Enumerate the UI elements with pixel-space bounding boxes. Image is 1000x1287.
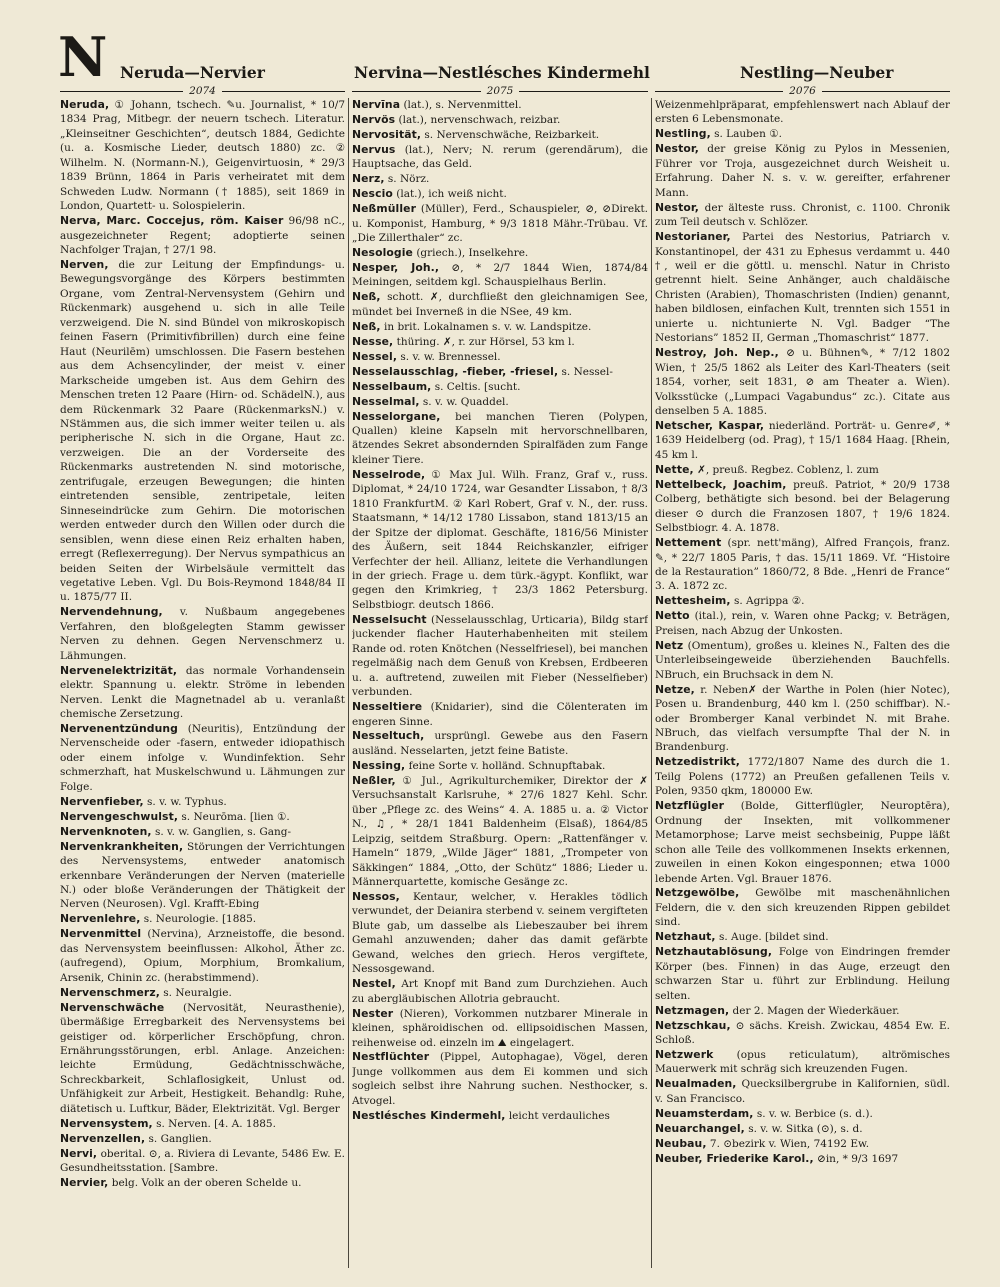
entry-headword: Nervenelektrizität, [60,663,178,677]
entry-headword: Nestling, [655,127,711,141]
entry-headword: Netzschkau, [655,1018,731,1032]
dictionary-entry [352,380,648,394]
entry-headword: Netzedistrikt, [655,755,741,769]
page-number-right: 2076 [789,85,816,97]
entry-text: die zur Leitung der Empfindungs- u. Bewegungsvorgänge des Körpers bestimmten Organe, vom Zentral-Nervensystem (Gehirn und Rückenmark) ausgehend u. sich in alle Teile verzweigend. Die N. sind Bündel von mikroskopisch feinen Fasern (Primitivfibrillen) durch eine feine Haut (Neurilēm) umschlossen. Die Fasern bestehen aus dem Achsencylinder, der meist v. einer Markscheide umgeben ist. Aus dem Gehirn des Menschen treten 12 Paare (Hirn- od. SchädelN.), aus dem Rückenmark 32 Paare (RückenmarksN.) v. NStämmen aus, die sich immer weiter teilen u. als peripherische N. sich in die Organe, Haut zc. verzweigen. Die an der Vorderseite des Rückenmarks austretenden N. sind motorische, zentrifugale, erzeugen Bewegungen; die hinten eintretenden sensible, zentripetale, leiten Sinneseindrücke zum Gehirn. Die motorischen werden entweder durch den Willen oder durch die sensiblen, wenn diese einen Reiz erhalten haben, erregt (Reflexerregung). Der Nervus sympathicus an beiden Seiten der Wirbelsäule vermittelt das vegetative Leben. Vgl. Du Bois-Reymond 1848/84 II u. 1875/77 II. [60,258,345,604]
entry-text: (Nervosität, Neurasthenie), übermäßige Erregbarkeit des Nervensystems bei geistiger od. körperlicher Erschöpfung, chron. Ernährungsstörungen, erbl. Anlage. Anzeichen: leichte Ermüdung, Gedächtnisschwäche, Schreckbarkeit, Schlaflosigkeit, Unlust od. Unfähigkeit zur Arbeit, Hestigkeit. Behandlg: Ruhe, diätetisch u. Luftkur, Bäder, Elektrizität. Vgl. Berger [60,1001,345,1115]
entry-headword: Nervengeschwulst, [60,809,179,823]
entry-text: der greise König zu Pylos in Messenien, Führer vor Troja, ausgezeichnet durch Weisheit u. Erfahrung. Daher N. s. v. w. gereifter, erfahrener Mann. [655,143,950,199]
entry-headword: Nervenlehre, [60,912,141,926]
entry-headword: Nerz, [352,172,385,186]
entry-headword: Neß, [352,319,381,333]
page-number-middle-row [352,84,648,98]
dictionary-entry [352,350,648,364]
column-divider [651,98,652,1268]
entry-text: (lat.), ich weiß nicht. [396,188,507,201]
entry-headword: Nervenmittel [60,927,142,941]
dictionary-entry [352,143,648,172]
entry-text: Kentaur, welcher, v. Herakles tödlich verwundet, der Deianira sterbend v. seinem vergifteten Blute gab, um dasselbe als Liebeszauber bei ihrem Gemahl anzuwenden; daher das damit gefärbte Gewand, welches den griech. Heros vergiftete, Nessosgewand. [352,890,648,976]
entry-text: s. Ganglien. [148,1132,212,1145]
entry-text: Folge von Eindringen fremder Körper (bes. Finnen) in das Auge, erzeugt den schwarzen Star u. führt zur Erblindung. Heilung selten. [655,946,950,1002]
entry-text: ⊘ u. Bühnen✎, * 7/12 1802 Wien, † 25/5 1862 als Leiter des Karl-Theaters (seit 1854, vorher, seit 1831, ⊘ am Theater a. Wien). Volksstücke („Lumpaci Vagabundus“ zc.). Citate aus denselben 5 A. 1885. [655,347,950,418]
entry-headword: Nesselorgane, [352,409,441,423]
entry-text: s. v. w. Sitka (⊙), s. d. [748,1122,863,1135]
dictionary-entry [655,930,950,944]
entry-text: s. v. w. Brennessel. [400,350,501,363]
dictionary-entry [655,127,950,141]
running-head-right: Nestling—Neuber [740,63,894,82]
dictionary-entry [655,1048,950,1077]
entry-headword: Nerva, Marc. Coccejus, röm. Kaiser [60,214,284,228]
rule [60,91,183,92]
dictionary-entry [655,886,950,929]
entry-text: (Nervina), Arzneistoffe, die besond. das Nervensystem beeinflussen: Alkohol, Äther zc. (aufregend), Opium, Morphium, Bromkalium, Arsenik, Chinin zc. (herabstimmend). [60,928,345,984]
entry-text: (Pippel, Autophagae), Vögel, deren Junge vollkommen aus dem Ei kommen und sich sogleich selbst ihre Nahrung suchen. Nesthocker, s. Atvogel. [352,1051,648,1107]
entry-headword: Nervenknoten, [60,824,152,838]
dictionary-entry [655,478,950,536]
entry-text: Quecksilbergrube in Kalifornien, südl. v. San Francisco. [655,1078,950,1105]
dictionary-entry [655,1019,950,1048]
entry-headword: Nettesheim, [655,594,731,608]
entry-text: ⊙ sächs. Kreish. Zwickau, 4854 Ew. E. Schloß. [655,1019,950,1046]
dictionary-entry [655,609,950,638]
page-number-middle: 2075 [486,85,514,97]
dictionary-entry [655,1152,950,1166]
entry-text: preuß. Patriot, * 20/9 1738 Colberg, bethätigte sich besond. bei der Belagerung dieser ⊙ durch die Franzosen 1807, † 19/6 1824. Selbstbiogr. 4. A. 1878. [655,478,950,535]
entry-text: (griech.), Inselkehre. [416,247,529,260]
entry-headword: Nessos, [352,889,400,903]
entry-headword: Neuarchangel, [655,1121,745,1135]
dictionary-entry [655,142,950,200]
dictionary-entry [60,98,345,214]
entry-text: ① Jul., Agrikulturchemiker, Direktor der ✗ Versuchsanstalt Karlsruhe, * 27/6 1827 Kehl. Schr. über „Pflege zc. des Weins“ 4. A. 1885 u. a. ② Victor N., ♫, * 28/1 1841 Baldenheim (Elsaß), 1864/85 Leipzig, seitdem Straßburg. Opern: „Rattenfänger v. Hameln“ 1879, „Wilde Jäger“ 1881, „Trompeter von Säkkingen“ 1884, „Otto, der Schütz“ 1886; Lieder u. Männerquartette, komische Gesänge zc. [352,774,648,889]
entry-headword: Nesologie [352,246,413,260]
dictionary-entry [352,468,648,613]
entry-headword: Nestor, [655,200,699,214]
dictionary-entry [655,419,950,462]
entry-text: s. Nörz. [387,173,430,186]
dictionary-entry [655,346,950,418]
dictionary-entry [655,755,950,798]
entry-text: Art Knopf mit Band zum Durchziehen. Auch zu abergläubischen Allotria gebraucht. [352,978,648,1005]
entry-text: 1772/1807 Name des durch die 1. Teilg Polens (1772) an Preußen gefallenen Teils v. Polen, 9350 qkm, 180000 Ew. [655,756,950,798]
dictionary-entry [60,912,345,926]
entry-headword: Nervīna [352,98,401,111]
entry-text: belg. Volk an der oberen Schelde u. [111,1177,302,1190]
rule [222,91,345,92]
dictionary-entry [60,1001,345,1117]
entry-headword: Netscher, Kaspar, [655,418,765,432]
entry-headword: Nervenschmerz, [60,985,160,999]
entry-text: s. Auge. [bildet sind. [718,931,829,944]
entry-text: ⊘in, * 9/3 1697 [817,1152,899,1165]
column-middle [352,98,648,1268]
entry-headword: Nervenschwäche [60,1000,165,1014]
entry-text: 7. ⊙bezirk v. Wien, 74192 Ew. [709,1137,870,1150]
entry-text: (Nieren), Vorkommen nutzbarer Minerale in kleinen, sphäroidischen od. ellipsoidischen Massen, reihenweise od. einzeln im ⛰ eingelagert. [352,1007,648,1049]
entry-text: v. Nußbaum angegebenes Verfahren, den bloßgelegten Stamm gewisser Nerven zu dehnen. Gegen Nervenschmerz u. Lähmungen. [60,606,345,662]
entry-headword: Nervus [352,142,396,156]
entry-headword: Nervensystem, [60,1116,153,1130]
page-number-left-row [60,84,345,98]
entry-text: (Bolde, Gitterflügler, Neuroptēra), Ordnung der Insekten, mit vollkommener Metamorphose; Larve meist sechsbeinig, Puppe läßt schon alle Teile des vollkommenen Insekts erkennen, zuweilen in einen Kokon eingesponnen; etwa 1000 lebende Arten. Vgl. Brauer 1876. [655,800,950,885]
dictionary-entry [655,683,950,755]
dictionary-entry [352,395,648,409]
entry-text: (Müller), Ferd., Schauspieler, ⊘, ⊘Direkt. u. Komponist, Hamburg, * 9/3 1818 Mähr.-Trübau. Vf. „Die Zillerthaler“ zc. [352,203,648,245]
entry-text: ① Johann, tschech. ✎u. Journalist, * 10/7 1834 Prag, Mitbegr. der neuern tschech. Literatur. „Kleinseitner Geschichten“, deutsch 1884, Gedichte (u. a. Kosmische Lieder, deutsch 1880) zc. ② Wilhelm. N. (Normann-N.), Geigenvirtuosin, * 29/3 1839 Brünn, 1864 in Paris verheiratet mit dem Schweden Ludw. Normann († 1885), seit 1869 in London, Quartett- u. Solospielerin. [60,99,345,213]
dictionary-entry [352,261,648,290]
dictionary-entry [352,98,648,112]
entry-text: (lat.), s. Nervenmittel. [403,99,522,111]
dictionary-entry [352,320,648,334]
dictionary-entry [60,258,345,605]
entry-headword: Nette, [655,462,694,476]
dictionary-entry [352,729,648,758]
entry-text: schott. ✗, durchfließt den gleichnamigen See, mündet bei Inverneß in die NSee, 49 km. [352,291,648,318]
dictionary-entry [60,795,345,809]
rule [822,91,950,92]
entry-text: s. Nerven. [4. A. 1885. [156,1117,276,1130]
running-head-left: Neruda—Nervier [120,63,265,82]
entry-text: Störungen der Verrichtungen des Nervensystems, entweder anatomisch erkennbare Veränderungen der Nerven (materielle N.) oder bloße Veränderungen der Thätigkeit der Nerven (Neurosen). Vgl. Krafft-Ebing [60,840,345,911]
dictionary-entry [352,1109,648,1123]
dictionary-entry [60,214,345,257]
dictionary-entry [352,1050,648,1108]
entry-text: s. Agrippa ②. [733,595,805,608]
entry-headword: Neubau, [655,1136,707,1150]
entry-headword: Nesse, [352,334,394,348]
column-left [60,98,345,1268]
entry-text: (Knidarier), sind die Cölenteraten im engeren Sinne. [352,701,648,728]
entry-text: der älteste russ. Chronist, c. 1100. Chronik zum Teil deutsch v. Schlözer. [655,201,950,229]
entry-headword: Nervös [352,112,396,126]
entry-text: s. Nessel- [561,365,613,378]
dictionary-entry [352,172,648,186]
rule [352,91,481,92]
entry-text: 96/98 nC., ausgezeichneter Regent; adoptierte seinen Nachfolger Trajan, † 27/1 98. [60,215,345,257]
entry-headword: Nervier, [60,1176,109,1190]
entry-text: Partei des Nestorius, Patriarch v. Konstantinopel, der 431 zu Ephesus verdammt u. 440 †, weil er die göttl. u. menschl. Natur in Christo getrennt hielt. Seine Anhänger, auch chaldäische Christen (Arabien), Thomaschristen (Indien) genannt, haben bildlosen, einfachen Kult, trennten sich 1551 in unierte u. nichtunierte N. Vgl. Badger “The Nestorians” 1852 II, German „Thomaschrist“ 1877. [655,231,950,345]
section-letter: N [58,25,108,89]
entry-text: s. Neurologie. [1885. [143,913,257,926]
entry-text: s. Lauben ①. [714,128,782,141]
dictionary-entry [655,1137,950,1151]
entry-text: s. v. w. Ganglien, s. Gang- [154,825,292,838]
entry-headword: Nettelbeck, Joachim, [655,477,787,491]
dictionary-entry [655,98,950,127]
entry-text: (ital.), rein, v. Waren ohne Packg; v. Beträgen, Preisen, nach Abzug der Unkosten. [655,610,950,637]
entry-text: Weizenmehlpräparat, empfehlenswert nach Ablauf der ersten 6 Lebensmonate. [655,99,950,126]
column-divider [348,98,349,1268]
entry-headword: Netze, [655,682,695,696]
dictionary-entry [352,1007,648,1050]
entry-text: das normale Vorhandensein elektr. Spannung u. elektr. Ströme in lebenden Nerven. Lenkt die Magnetnadel ab u. veranlaßt chemische Zersetzung. [60,664,345,721]
column-right [655,98,950,1268]
dictionary-entry [655,1122,950,1136]
dictionary-entry [352,290,648,319]
entry-headword: Nescio [352,187,393,201]
entry-text: (Neuritis), Entzündung der Nervenscheide oder -fasern, entweder idiopathisch oder einem infolge v. Wundinfektion. Sehr schmerzhaft, hat Muskelschwund u. Lähmungen zur Folge. [60,722,345,793]
entry-headword: Nervenentzündung [60,721,178,735]
entry-headword: Netzgewölbe, [655,886,740,900]
entry-headword: Nervenfieber, [60,794,144,808]
entry-headword: Nesselsucht [352,612,427,626]
dictionary-entry [352,335,648,349]
dictionary-entry [655,945,950,1003]
entry-text: r. Neben✗ der Warthe in Polen (hier Notec), Posen u. Brandenburg, 440 km l. (250 schiffbar). N.- oder Bromberger Kanal verbindet N. mit Brahe. NBruch, das vielfach versumpfte Thal der N. in Brandenburg. [655,683,950,754]
entry-headword: Nestorianer, [655,230,731,244]
dictionary-entry [352,774,648,890]
entry-text: oberital. ⊙, a. Riviera di Levante, 5486 Ew. E. Gesundheitsstation. [Sambre. [60,1147,345,1175]
dictionary-entry [60,1176,345,1190]
dictionary-entry [60,605,345,663]
entry-text: (opus reticulatum), altrömisches Mauerwerk mit schräg sich kreuzenden Fugen. [655,1048,950,1076]
dictionary-entry [655,1077,950,1106]
entry-headword: Nester [352,1006,394,1020]
rule [519,91,648,92]
entry-headword: Neruda, [60,98,110,111]
dictionary-entry [655,639,950,682]
entry-headword: Netzhautablösung, [655,945,773,959]
entry-text: s. v. w. Berbice (s. d.). [756,1107,873,1120]
dictionary-entry [352,128,648,142]
entry-headword: Nestroy, Joh. Nep., [655,346,779,360]
entry-text: der 2. Magen der Wiederkäuer. [732,1004,900,1017]
dictionary-entry [60,810,345,824]
dictionary-entry [352,113,648,127]
entry-headword: Nestel, [352,977,396,991]
entry-text: (Nesselausschlag, Urticaria), Bildg starf juckender flacher Hauterhabenheiten mit steilem Rande od. roten Knötchen (Nesselfriesel), bei manchen regelmäßig nach dem Genuß von Krebsen, Erdbeeren u. a. auftretend, zuweilen mit Fieber (Nesselfieber) verbunden. [352,613,648,699]
entry-headword: Nessel, [352,349,398,363]
rule [655,91,783,92]
entry-text: ✗, preuß. Regbez. Coblenz, l. zum [697,463,879,476]
entry-headword: Nestlésches Kindermehl, [352,1108,506,1122]
entry-headword: Neuber, Friederike Karol., [655,1151,814,1165]
entry-text: niederländ. Porträt- u. Genre✐, * 1639 Heidelberg (od. Prag), † 15/1 1684 Haag. [Rhein, 45 km l. [655,419,950,461]
entry-text: Gewölbe mit maschenähnlichen Feldern, die v. den sich kreuzenden Rippen gebildet sind. [655,887,950,929]
entry-headword: Neualmaden, [655,1077,737,1091]
entry-headword: Netto [655,609,690,623]
entry-text: s. Celtis. [sucht. [434,380,521,393]
dictionary-entry [60,1147,345,1176]
entry-text: s. Nervenschwäche, Reizbarkeit. [424,128,600,141]
entry-headword: Netzwerk [655,1047,714,1061]
entry-text: (lat.), nervenschwach, reizbar. [398,113,561,126]
entry-headword: Nesselrode, [352,467,426,481]
entry-text: ursprüngl. Gewebe aus den Fasern ausländ. Nesselarten, jetzt feine Batiste. [352,730,648,757]
dictionary-entry [352,187,648,201]
entry-text: s. v. w. Typhus. [147,795,227,808]
dictionary-entry [352,365,648,379]
entry-text: leicht verdauliches [508,1109,610,1122]
entry-headword: Nervenzellen, [60,1131,146,1145]
dictionary-entry [352,890,648,977]
dictionary-entry [352,759,648,773]
entry-headword: Neßler, [352,773,396,787]
entry-text: in brit. Lokalnamen s. v. w. Landspitze. [383,320,592,333]
dictionary-entry [60,825,345,839]
entry-headword: Nesselbaum, [352,379,432,393]
dictionary-entry [655,230,950,346]
dictionary-entry [60,664,345,722]
dictionary-entry [60,986,345,1000]
dictionary-entry [655,1004,950,1018]
dictionary-entry [655,594,950,608]
entry-headword: Netzhaut, [655,930,716,944]
dictionary-entry [655,201,950,230]
entry-headword: Nervendehnung, [60,605,163,619]
entry-text: thüring. ✗, r. zur Hörsel, 53 km l. [396,335,575,348]
entry-headword: Netzmagen, [655,1003,730,1017]
entry-headword: Netzflügler [655,799,725,813]
dictionary-entry [352,202,648,245]
entry-headword: Nettement [655,536,722,550]
dictionary-entry [60,722,345,794]
entry-headword: Nervenkrankheiten, [60,839,184,853]
entry-headword: Netz [655,638,684,652]
dictionary-entry [655,536,950,594]
entry-headword: Neßmüller [352,202,417,216]
dictionary-entry [655,1107,950,1121]
entry-headword: Nesper, Joh., [352,260,440,274]
dictionary-entry [352,700,648,729]
entry-text: s. Neuralgie. [163,986,232,999]
page-number-right-row [655,84,950,98]
entry-text: feine Sorte v. holländ. Schnupftabak. [408,759,606,772]
entry-text: bei manchen Tieren (Polypen, Quallen) kleine Kapseln mit hervorschnellbaren, ätzendes Sekret absondernden Spiralfäden zum Fange kleiner Tiere. [352,410,648,466]
dictionary-entry [655,463,950,477]
dictionary-entry [60,840,345,912]
dictionary-entry [352,613,648,700]
dictionary-entry [655,799,950,886]
page-number-left: 2074 [189,85,216,97]
entry-text: s. Neurōma. [lien ①. [181,810,290,823]
entry-text: (spr. nett'mäng), Alfred François, franz. ✎, * 22/7 1805 Paris, † das. 15/11 1869. Vf. “Histoire de la Restauration” 1860/72, 8 Bde. „Henri de France“ 3. A. 1872 zc. [655,537,950,593]
dictionary-entry [60,1117,345,1131]
entry-text: (lat.), Nerv; N. rerum (gerendārum), die Hauptsache, das Geld. [352,143,648,171]
entry-headword: Nervi, [60,1146,98,1160]
dictionary-entry [352,246,648,260]
entry-text: ⊘, * 2/7 1844 Wien, 1874/84 Meiningen, seitdem kgl. Schauspielhaus Berlin. [352,261,648,289]
entry-headword: Nesselausschlag, -fieber, -friesel, [352,364,559,378]
dictionary-entry [60,1132,345,1146]
entry-headword: Nestor, [655,142,699,156]
entry-headword: Nerven, [60,257,109,271]
entry-headword: Nesseltiere [352,700,423,714]
entry-headword: Nesseltuch, [352,729,425,743]
entry-headword: Neß, [352,290,381,304]
dictionary-entry [60,927,345,985]
dictionary-entry [352,977,648,1006]
running-head-middle: Nervina—Nestlésches Kindermehl [354,63,650,82]
entry-headword: Nesselmal, [352,394,420,408]
entry-text: ① Max Jul. Wilh. Franz, Graf v., russ. Diplomat, * 24/10 1724, war Gesandter Lissabon, † 8/3 1810 FrankfurtM. ② Karl Robert, Graf v. N., der. russ. Staatsmann, * 14/12 1780 Lissabon, stand 1813/15 an der Spitze der diplomat. Geschäfte, 1816/56 Minister des Äußern, seit 1844 Reichskanzler, eifriger Verfechter der heil. Allianz, leitete die Verhandlungen in der griech. Frage u. dem türk.-ägypt. Konflikt, war gegen den Krimkrieg, † 23/3 1862 Petersburg. Selbstbiogr. deutsch 1866. [352,468,648,611]
entry-text: (Omentum), großes u. kleines N., Falten des die Unterleibseingeweide überziehenden Bauchfells. NBruch, ein Bruchsack in dem N. [655,639,950,681]
dictionary-entry [352,410,648,468]
entry-headword: Nestflüchter [352,1050,430,1064]
entry-headword: Nervosität, [352,127,422,141]
entry-headword: Neuamsterdam, [655,1106,754,1120]
entry-text: s. v. w. Quaddel. [422,395,509,408]
entry-headword: Nessing, [352,758,406,772]
